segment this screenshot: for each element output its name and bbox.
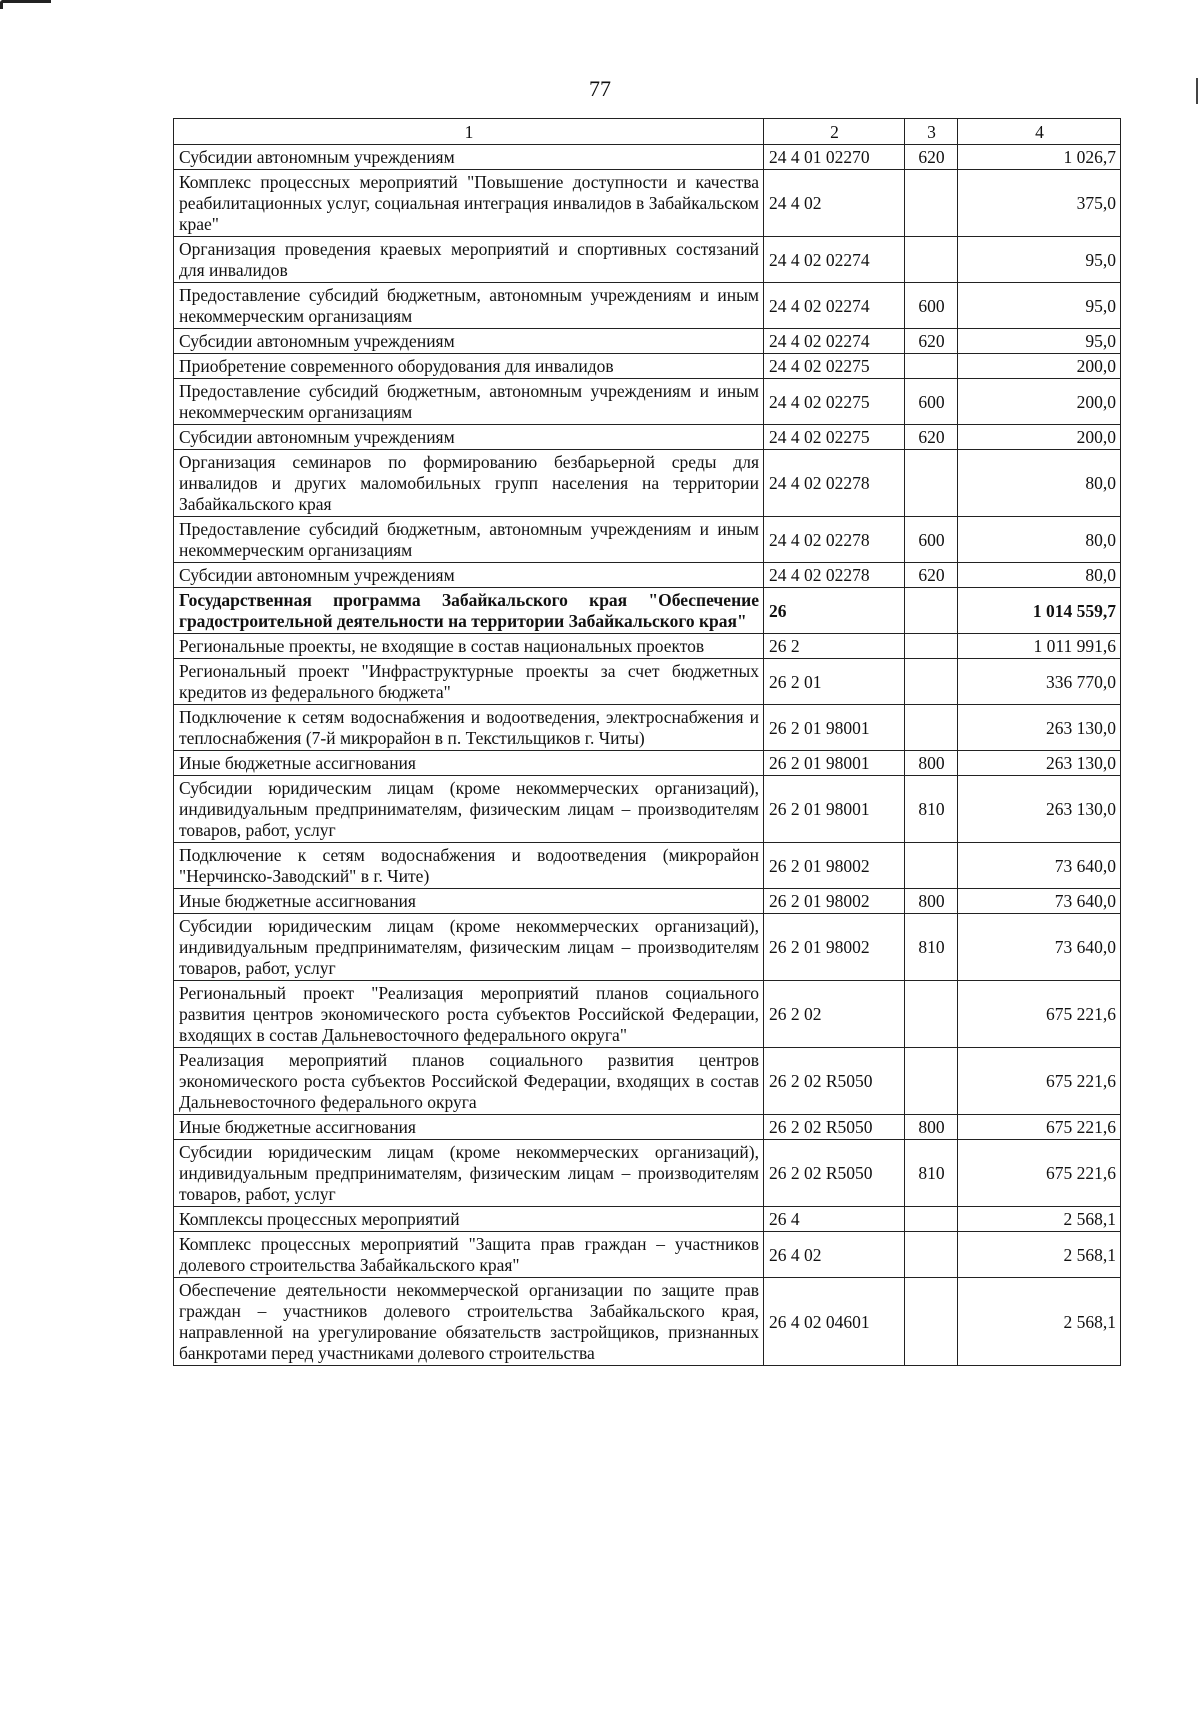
table-row [174,751,1121,776]
row-amount-cell: 675 221,6 [958,1115,1121,1140]
row-code-cell: 24 4 02 02274 [764,237,905,283]
row-name-cell: Субсидии юридическим лицам (кроме некоммерческих организаций), индивидуальным предпринимателям, физическим лицам – производителям товаров, работ, услуг [174,914,764,981]
row-code-cell: 26 2 01 98001 [764,705,905,751]
page-number: 77 [589,76,611,101]
row-code-cell: 26 2 02 R5050 [764,1048,905,1115]
row-code-cell: 26 2 [764,634,905,659]
row-type-cell [905,237,958,283]
row-code-cell: 26 2 01 98002 [764,914,905,981]
table-row [174,981,1121,1048]
row-name-cell: Субсидии автономным учреждениям [174,145,764,170]
table-row [174,1232,1121,1278]
row-name-cell: Организация проведения краевых мероприятий и спортивных состязаний для инвалидов [174,237,764,283]
row-code-cell: 24 4 02 02278 [764,450,905,517]
row-name-cell: Подключение к сетям водоснабжения и водоотведения (микрорайон "Нерчинско-Заводский" в г. Чите) [174,843,764,889]
row-code-cell: 26 2 02 R5050 [764,1140,905,1207]
row-type-cell [905,1278,958,1366]
table-row [174,170,1121,237]
row-code-cell: 24 4 02 02274 [764,329,905,354]
row-amount-cell: 200,0 [958,425,1121,450]
row-amount-cell: 336 770,0 [958,659,1121,705]
table-header [174,119,1121,145]
row-amount-cell: 73 640,0 [958,914,1121,981]
row-type-cell [905,450,958,517]
table-row [174,329,1121,354]
row-name-cell: Комплекс процессных мероприятий "Повышение доступности и качества реабилитационных услуг, социальная интеграция инвалидов в Забайкальском крае" [174,170,764,237]
row-code-cell: 26 [764,588,905,634]
row-type-cell [905,705,958,751]
row-amount-cell: 200,0 [958,354,1121,379]
table-row [174,1278,1121,1366]
row-amount-cell: 200,0 [958,379,1121,425]
table-row [174,1115,1121,1140]
row-name-cell: Региональный проект "Реализация мероприятий планов социального развития центров экономического роста субъектов Российской Федерации, входящих в состав Дальневосточного федерального округа" [174,981,764,1048]
row-amount-cell: 375,0 [958,170,1121,237]
row-type-cell [905,1207,958,1232]
row-amount-cell: 95,0 [958,283,1121,329]
row-type-cell [905,354,958,379]
row-type-cell: 620 [905,425,958,450]
table-row [174,379,1121,425]
row-code-cell: 26 2 02 [764,981,905,1048]
row-name-cell: Субсидии автономным учреждениям [174,329,764,354]
row-amount-cell: 95,0 [958,237,1121,283]
header-row [174,119,1121,145]
row-type-cell [905,1048,958,1115]
row-amount-cell: 80,0 [958,450,1121,517]
table-row [174,1048,1121,1115]
row-amount-cell: 80,0 [958,563,1121,588]
row-amount-cell: 263 130,0 [958,751,1121,776]
row-code-cell: 26 2 02 R5050 [764,1115,905,1140]
row-type-cell: 810 [905,776,958,843]
row-name-cell: Иные бюджетные ассигнования [174,1115,764,1140]
row-amount-cell: 675 221,6 [958,981,1121,1048]
table-row [174,354,1121,379]
row-name-cell: Реализация мероприятий планов социального развития центров экономического роста субъектов Российской Федерации, входящих в состав Дальневосточного федерального округа [174,1048,764,1115]
table-row [174,705,1121,751]
column-header-1: 1 [174,119,764,145]
row-type-cell [905,843,958,889]
table-row [174,1140,1121,1207]
table-row [174,588,1121,634]
row-type-cell [905,634,958,659]
row-amount-cell: 73 640,0 [958,843,1121,889]
row-type-cell: 600 [905,379,958,425]
row-amount-cell: 1 011 991,6 [958,634,1121,659]
row-amount-cell: 263 130,0 [958,776,1121,843]
row-name-cell: Предоставление субсидий бюджетным, автономным учреждениям и иным некоммерческим организациям [174,379,764,425]
row-type-cell [905,659,958,705]
row-code-cell: 24 4 02 [764,170,905,237]
row-type-cell: 800 [905,889,958,914]
row-amount-cell: 2 568,1 [958,1207,1121,1232]
row-code-cell: 26 2 01 98001 [764,751,905,776]
row-name-cell: Региональный проект "Инфраструктурные проекты за счет бюджетных кредитов из федерального бюджета" [174,659,764,705]
row-code-cell: 26 4 [764,1207,905,1232]
table-row [174,914,1121,981]
row-amount-cell: 675 221,6 [958,1140,1121,1207]
row-amount-cell: 263 130,0 [958,705,1121,751]
row-type-cell: 600 [905,517,958,563]
row-name-cell: Подключение к сетям водоснабжения и водоотведения, электроснабжения и теплоснабжения (7-й микрорайон в п. Текстильщиков г. Читы) [174,705,764,751]
row-name-cell: Субсидии юридическим лицам (кроме некоммерческих организаций), индивидуальным предпринимателям, физическим лицам – производителям товаров, работ, услуг [174,1140,764,1207]
row-type-cell [905,981,958,1048]
row-code-cell: 24 4 02 02274 [764,283,905,329]
table-row [174,145,1121,170]
row-name-cell: Региональные проекты, не входящие в состав национальных проектов [174,634,764,659]
scan-corner-mark [0,0,51,9]
row-amount-cell: 1 014 559,7 [958,588,1121,634]
row-code-cell: 24 4 02 02278 [764,563,905,588]
row-amount-cell: 73 640,0 [958,889,1121,914]
row-type-cell [905,1232,958,1278]
row-name-cell: Комплекс процессных мероприятий "Защита прав граждан – участников долевого строительства Забайкальского края" [174,1232,764,1278]
row-type-cell: 800 [905,751,958,776]
row-code-cell: 26 4 02 [764,1232,905,1278]
table-row [174,889,1121,914]
row-type-cell [905,588,958,634]
row-type-cell: 810 [905,914,958,981]
table-row [174,425,1121,450]
row-amount-cell: 1 026,7 [958,145,1121,170]
row-type-cell: 800 [905,1115,958,1140]
row-code-cell: 24 4 02 02275 [764,425,905,450]
row-code-cell: 26 2 01 98001 [764,776,905,843]
column-header-3: 3 [905,119,958,145]
row-code-cell: 24 4 02 02278 [764,517,905,563]
row-amount-cell: 675 221,6 [958,1048,1121,1115]
row-amount-cell: 2 568,1 [958,1278,1121,1366]
row-name-cell: Иные бюджетные ассигнования [174,751,764,776]
row-type-cell: 600 [905,283,958,329]
row-amount-cell: 80,0 [958,517,1121,563]
row-type-cell: 620 [905,145,958,170]
table-row [174,563,1121,588]
row-name-cell: Субсидии автономным учреждениям [174,425,764,450]
table-row [174,634,1121,659]
row-name-cell: Предоставление субсидий бюджетным, автономным учреждениям и иным некоммерческим организациям [174,517,764,563]
budget-table [173,118,1121,1366]
row-type-cell: 810 [905,1140,958,1207]
row-code-cell: 26 2 01 [764,659,905,705]
row-name-cell: Иные бюджетные ассигнования [174,889,764,914]
table-row [174,1207,1121,1232]
row-code-cell: 26 2 01 98002 [764,843,905,889]
row-code-cell: 26 2 01 98002 [764,889,905,914]
table-row [174,283,1121,329]
table-row [174,659,1121,705]
table-body [174,145,1121,1366]
row-type-cell [905,170,958,237]
row-amount-cell: 95,0 [958,329,1121,354]
row-amount-cell: 2 568,1 [958,1232,1121,1278]
column-header-4: 4 [958,119,1121,145]
row-type-cell: 620 [905,329,958,354]
table-row [174,843,1121,889]
row-code-cell: 24 4 02 02275 [764,379,905,425]
table-row [174,237,1121,283]
row-code-cell: 26 4 02 04601 [764,1278,905,1366]
row-name-cell: Комплексы процессных мероприятий [174,1207,764,1232]
row-name-cell: Приобретение современного оборудования для инвалидов [174,354,764,379]
table-row [174,450,1121,517]
column-header-2: 2 [764,119,905,145]
row-name-cell: Государственная программа Забайкальского края "Обеспечение градостроительной деятельности на территории Забайкальского края" [174,588,764,634]
row-name-cell: Субсидии автономным учреждениям [174,563,764,588]
row-name-cell: Организация семинаров по формированию безбарьерной среды для инвалидов и других маломобильных групп населения на территории Забайкальского края [174,450,764,517]
row-type-cell: 620 [905,563,958,588]
row-name-cell: Предоставление субсидий бюджетным, автономным учреждениям и иным некоммерческим организациям [174,283,764,329]
row-code-cell: 24 4 02 02275 [764,354,905,379]
row-code-cell: 24 4 01 02270 [764,145,905,170]
table-row [174,517,1121,563]
row-name-cell: Обеспечение деятельности некоммерческой организации по защите прав граждан – участников долевого строительства Забайкальского края, направленной на урегулирование обязательств застройщиков, признанных банкротами перед участниками долевого строительства [174,1278,764,1366]
row-name-cell: Субсидии юридическим лицам (кроме некоммерческих организаций), индивидуальным предпринимателям, физическим лицам – производителям товаров, работ, услуг [174,776,764,843]
table-row [174,776,1121,843]
